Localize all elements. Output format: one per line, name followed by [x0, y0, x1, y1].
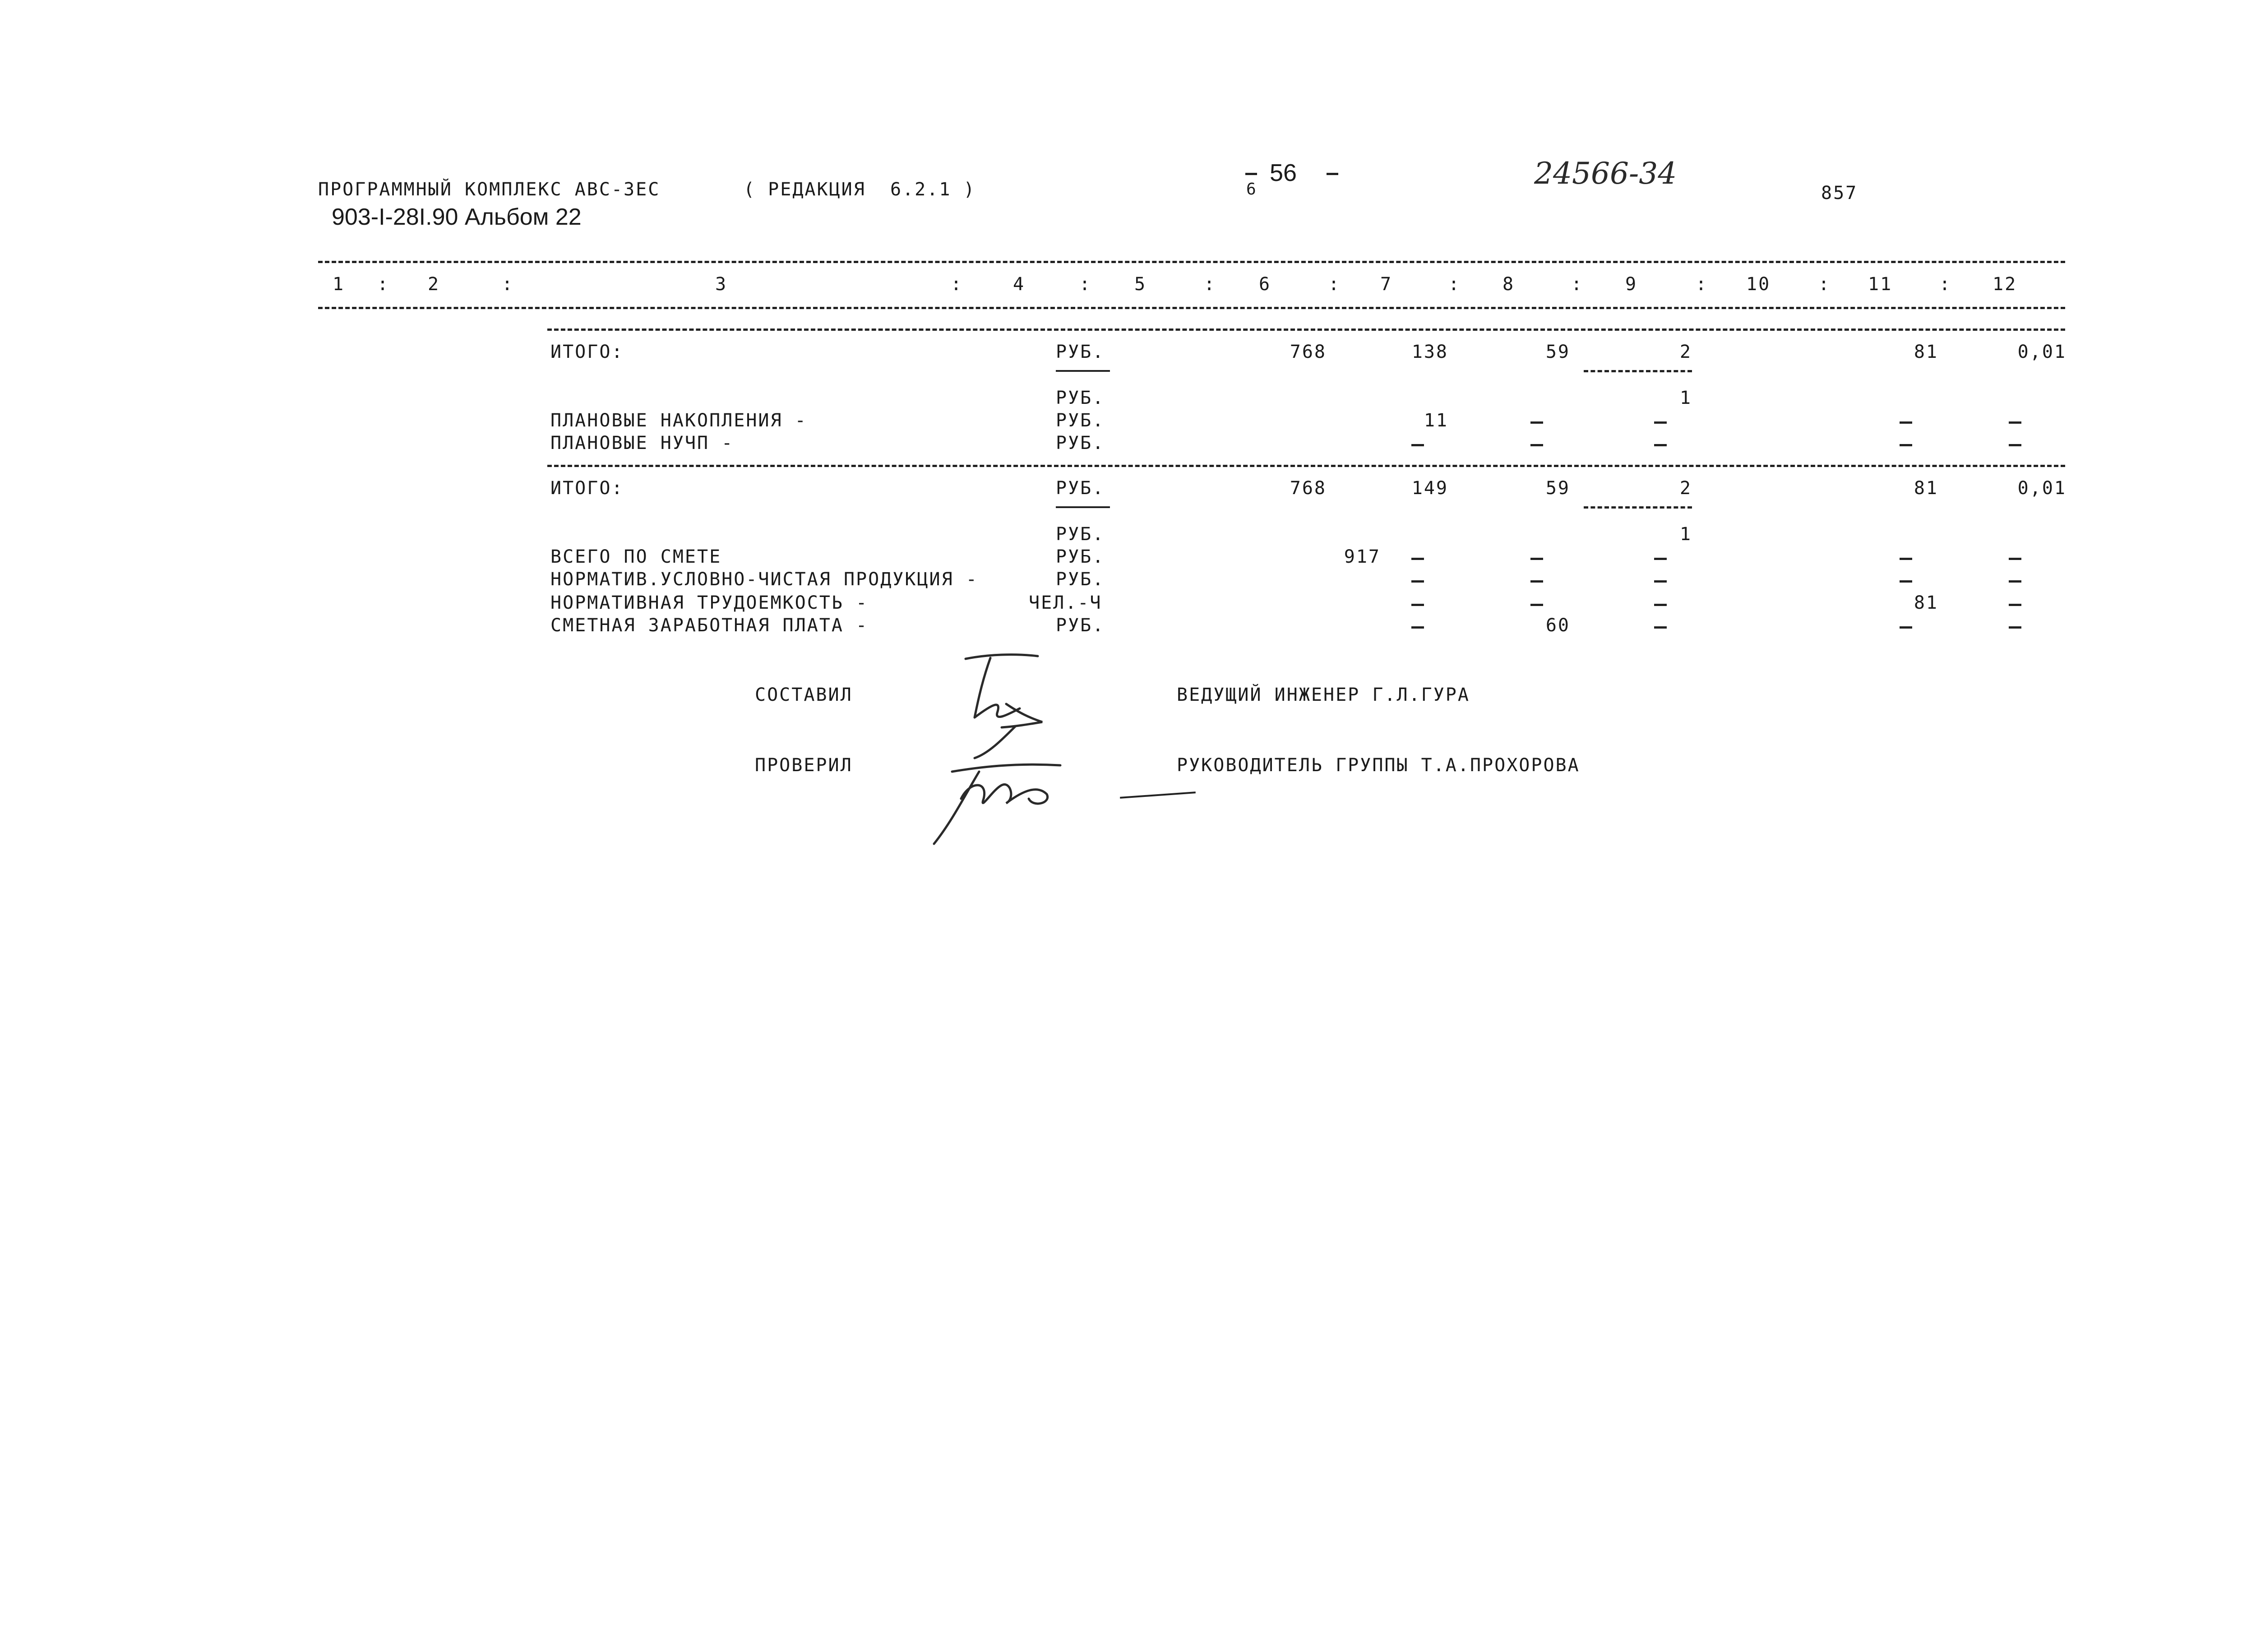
- row-unit: РУБ.: [1056, 569, 1105, 590]
- col-separator: :: [1939, 274, 1952, 295]
- empty-dash: [1654, 558, 1667, 560]
- empty-dash: [1411, 580, 1424, 583]
- cell-col9: 2: [1679, 342, 1692, 362]
- cell-col11: 81: [1914, 342, 1938, 362]
- signature-checked: [925, 722, 1074, 853]
- empty-dash: [1411, 444, 1424, 446]
- empty-dash: [2009, 604, 2021, 606]
- empty-dash: [1411, 604, 1424, 606]
- row-unit: РУБ.: [1056, 478, 1105, 499]
- row-unit: РУБ.: [1056, 524, 1105, 545]
- cell-col11: 81: [1914, 478, 1938, 499]
- col9-underline: [1584, 370, 1692, 372]
- col9-underline: [1584, 506, 1692, 509]
- col-header-4: 4: [1013, 274, 1026, 295]
- col-separator: :: [1818, 274, 1831, 295]
- row-unit: РУБ.: [1056, 615, 1105, 636]
- row-label: НОРМАТИВ.УСЛОВНО-ЧИСТАЯ ПРОДУКЦИЯ -: [550, 569, 978, 590]
- empty-dash: [1900, 580, 1912, 583]
- cell-col7: 11: [1424, 410, 1448, 431]
- page-sub-number: 6: [1246, 180, 1257, 199]
- row-unit: РУБ.: [1056, 388, 1105, 408]
- col-separator: :: [1328, 274, 1341, 295]
- col-header-2: 2: [428, 274, 440, 295]
- cell-col12: 0,01: [2017, 478, 2066, 499]
- unit-underline: [1056, 506, 1110, 508]
- col-header-8: 8: [1502, 274, 1515, 295]
- col-header-3: 3: [715, 274, 728, 295]
- program-edition: ( РЕДАКЦИЯ 6.2.1 ): [744, 179, 976, 200]
- page-number-dash-left: [1245, 173, 1257, 175]
- project-code: 903-I-28I.90 Альбом 22: [332, 204, 582, 230]
- empty-dash: [2009, 558, 2021, 560]
- col-separator: :: [377, 274, 390, 295]
- checked-by: РУКОВОДИТЕЛЬ ГРУППЫ Т.А.ПРОХОРОВА: [1177, 755, 1580, 776]
- page-number-dash-right: [1327, 173, 1338, 175]
- empty-dash: [1530, 444, 1543, 446]
- cell-col6: 768: [1290, 478, 1327, 499]
- compiled-label: СОСТАВИЛ: [755, 685, 853, 705]
- block-rule: [547, 329, 2065, 331]
- empty-dash: [1530, 421, 1543, 424]
- row-unit: ЧЕЛ.-Ч: [1029, 592, 1102, 613]
- cell-col9: 1: [1679, 524, 1692, 545]
- signature-underline: [1120, 791, 1196, 799]
- row-label: ПЛАНОВЫЕ НАКОПЛЕНИЯ -: [550, 410, 807, 431]
- empty-dash: [1530, 558, 1543, 560]
- col-header-11: 11: [1868, 274, 1893, 295]
- empty-dash: [1411, 626, 1424, 629]
- cell-col9: 1: [1679, 388, 1692, 408]
- empty-dash: [1900, 421, 1912, 424]
- row-label: ИТОГО:: [550, 478, 624, 499]
- table-top-rule: [318, 261, 2065, 263]
- cell-col7: 149: [1411, 478, 1448, 499]
- col-separator: :: [1079, 274, 1092, 295]
- empty-dash: [1900, 444, 1912, 446]
- row-unit: РУБ.: [1056, 342, 1105, 362]
- sheet-number: 857: [1821, 183, 1858, 204]
- col-separator: :: [1696, 274, 1708, 295]
- cell-col7: 138: [1411, 342, 1448, 362]
- empty-dash: [1900, 626, 1912, 629]
- col-header-9: 9: [1625, 274, 1638, 295]
- row-label: НОРМАТИВНАЯ ТРУДОЕМКОСТЬ -: [550, 592, 869, 613]
- empty-dash: [1654, 604, 1667, 606]
- cell-col8: 59: [1545, 342, 1570, 362]
- cell-col12: 0,01: [2017, 342, 2066, 362]
- block-rule: [547, 465, 2065, 467]
- empty-dash: [1654, 421, 1667, 424]
- document-number: 24566-34: [1534, 156, 1677, 191]
- empty-dash: [1530, 604, 1543, 606]
- header-bottom-rule: [318, 307, 2065, 309]
- compiled-by: ВЕДУЩИЙ ИНЖЕНЕР Г.Л.ГУРА: [1177, 685, 1470, 705]
- cell-col6: 768: [1290, 342, 1327, 362]
- empty-dash: [1530, 580, 1543, 583]
- row-label: ВСЕГО ПО СМЕТЕ: [550, 546, 722, 567]
- empty-dash: [1654, 444, 1667, 446]
- col-separator: :: [1204, 274, 1216, 295]
- col-header-12: 12: [1992, 274, 2017, 295]
- col-header-1: 1: [333, 274, 345, 295]
- empty-dash: [2009, 626, 2021, 629]
- empty-dash: [2009, 444, 2021, 446]
- empty-dash: [1654, 580, 1667, 583]
- col-separator: :: [951, 274, 963, 295]
- col-header-7: 7: [1380, 274, 1393, 295]
- empty-dash: [2009, 421, 2021, 424]
- row-label: ПЛАНОВЫЕ НУЧП -: [550, 433, 734, 453]
- empty-dash: [2009, 580, 2021, 583]
- col-separator: :: [502, 274, 514, 295]
- page-number: 56: [1270, 159, 1297, 186]
- cell-col8: 60: [1545, 615, 1570, 636]
- empty-dash: [1411, 558, 1424, 560]
- cell-col11: 81: [1914, 592, 1938, 613]
- row-unit: РУБ.: [1056, 410, 1105, 431]
- cell-col6: 917: [1344, 546, 1381, 567]
- cell-col9: 2: [1679, 478, 1692, 499]
- empty-dash: [1654, 626, 1667, 629]
- col-header-6: 6: [1259, 274, 1271, 295]
- row-label: ИТОГО:: [550, 342, 624, 362]
- col-header-10: 10: [1746, 274, 1771, 295]
- row-label: СМЕТНАЯ ЗАРАБОТНАЯ ПЛАТА -: [550, 615, 869, 636]
- program-name: ПРОГРАММНЫЙ КОМПЛЕКС АВС-ЗЕС: [318, 179, 661, 200]
- col-separator: :: [1571, 274, 1584, 295]
- row-unit: РУБ.: [1056, 546, 1105, 567]
- row-unit: РУБ.: [1056, 433, 1105, 453]
- unit-underline: [1056, 370, 1110, 372]
- cell-col8: 59: [1545, 478, 1570, 499]
- empty-dash: [1900, 558, 1912, 560]
- col-separator: :: [1448, 274, 1461, 295]
- checked-label: ПРОВЕРИЛ: [755, 755, 853, 776]
- col-header-5: 5: [1134, 274, 1147, 295]
